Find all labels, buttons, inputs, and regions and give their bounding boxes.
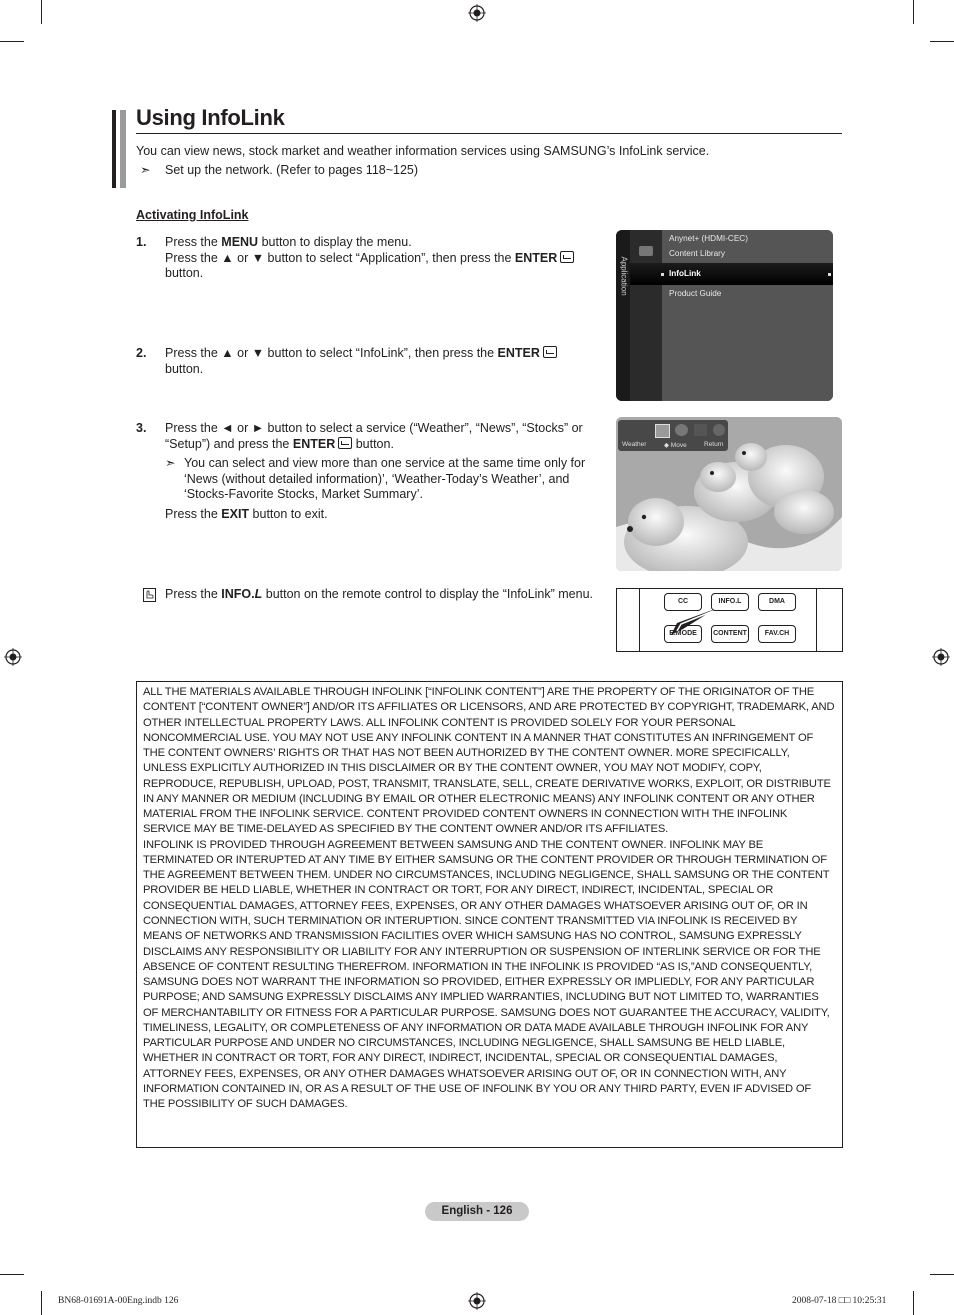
info-l-button[interactable]: INFO.L bbox=[711, 593, 749, 611]
text: button. bbox=[352, 436, 394, 451]
text: Press the ◄ or ► button to select a service (“Weather”, “News”, “Stocks” or bbox=[165, 421, 583, 435]
menu-side-tab bbox=[616, 230, 630, 401]
setup-service-icon[interactable] bbox=[713, 424, 725, 436]
text: Press the bbox=[165, 507, 222, 521]
title-accent-bar bbox=[120, 110, 126, 188]
menu-item: Anynet+ (HDMI-CEC) bbox=[669, 234, 748, 243]
text: ‘News (without detailed information)’, ‘Weather-Today’s Weather’, and bbox=[184, 471, 570, 486]
enter-key: ENTER bbox=[292, 436, 336, 451]
crop-mark bbox=[0, 1274, 24, 1275]
menu-item: Product Guide bbox=[669, 289, 722, 298]
step-3-note bbox=[184, 456, 609, 503]
title-accent-bar bbox=[112, 110, 116, 188]
step-number: 2. bbox=[136, 346, 147, 360]
crop-mark bbox=[0, 41, 24, 42]
menu-item: Content Library bbox=[669, 249, 725, 258]
crop-mark bbox=[930, 41, 954, 42]
text: Press the bbox=[165, 587, 222, 601]
cc-button[interactable]: CC bbox=[664, 593, 702, 611]
text: button. bbox=[165, 361, 204, 376]
enter-key: ENTER bbox=[514, 250, 558, 265]
remote-control-illustration bbox=[616, 588, 843, 652]
remote-edge bbox=[639, 589, 640, 651]
selection-bullet-icon bbox=[828, 273, 831, 276]
registration-mark-icon bbox=[4, 648, 22, 666]
page-title: Using InfoLink bbox=[136, 105, 285, 130]
crop-mark bbox=[41, 1291, 42, 1315]
news-service-icon[interactable] bbox=[675, 424, 688, 436]
enter-icon bbox=[560, 251, 574, 263]
intro-note: Set up the network. (Refer to pages 118~125) bbox=[165, 163, 419, 177]
print-slug-date: 2008-07-18 □□ 10:25:31 bbox=[792, 1296, 887, 1306]
note-icon bbox=[143, 588, 156, 602]
exit-key: EXIT bbox=[221, 507, 250, 521]
move-hint: ◆ Move bbox=[664, 442, 687, 449]
info-note-text bbox=[165, 587, 593, 603]
remote-edge bbox=[816, 589, 817, 651]
text: ‘Stocks-Favorite Stocks, Market Summary’. bbox=[184, 487, 423, 501]
dma-button[interactable]: DMA bbox=[758, 593, 796, 611]
arrow-icon: ➣ bbox=[165, 456, 176, 470]
arrow-icon: ➣ bbox=[140, 163, 151, 177]
crop-mark bbox=[41, 0, 42, 24]
press-arrow-icon bbox=[669, 607, 719, 637]
content-button[interactable]: CONTENT bbox=[711, 625, 749, 643]
return-hint: Return bbox=[704, 441, 724, 448]
title-divider bbox=[136, 133, 842, 134]
text: button to display the menu. bbox=[258, 235, 412, 249]
step-number: 3. bbox=[136, 421, 147, 435]
stocks-service-icon[interactable] bbox=[694, 424, 707, 436]
infolink-weather-screenshot bbox=[616, 417, 842, 571]
disclaimer-paragraph: INFOLINK IS PROVIDED THROUGH AGREEMENT BETWEEN SAMSUNG AND THE CONTENT OWNER. INFOLINK MAY BE TERMINATED OR INTERUPTED AT ANY TIME BY EITHER SAMSUNG OR THE CONTENT PROVIDER OR THROUGH TERMINATION OF THE AGREEMENT BETWEEN THEM. UNDER NO CIRCUMSTANCES, INCLUDING NEGLIGENCE, SHALL SAMSUNG OR THE CONTENT PROVIDER BE HELD LIABLE, WHETHER IN CONTRACT OR TORT, FOR ANY DIRECT, INDIRECT, INCIDENTAL, SPECIAL OR CONSEQUENTIAL DAMAGES, ATTORNEY FEES, EXPENSES, OR ANY OTHER DAMAGES WHATSOEVER ARISING OUT OF, OR IN CONNECTION WITH, SUCH TERMINATION OR INTERUPTION. SINCE CONTENT TRANSMITTED VIA INFOLINK IS RECEIVED BY MEANS OF NETWORKS AND TRANSMISSION FACILITIES OVER WHICH SAMSUNG HAS NO CONTROL, SAMSUNG EXPRESSLY DISCLAIMS ANY RESPONSIBILITY OR LIABILITY FOR ANY INTERRUPTION OR SUSPENSION OF INTERLINK SERVICE OR FOR THE ABSENCE OF CONTENT RESULTING THEREFROM. INFORMATION IN THE INFOLINK IS PROVIDED “AS IS,”AND CONSEQUENTLY, SAMSUNG DOES NOT WARRANT THE INFORMATION SO PROVIDED, EITHER EXPRESSLY OR IMPLIEDLY, FOR ANY PARTICULAR PURPOSE; AND SAMSUNG EXPRESSLY DISCLAIMS ANY IMPLIED WARRANTIES, INCLUDING BUT NOT LIMITED TO, WARRANTIES OF MERCHANTABILITY OR FITNESS FOR A PARTICULAR PURPOSE. SAMSUNG DOES NOT GUARANTEE THE ACCURACY, VALIDITY, TIMELINESS, LEGALITY, OR COMPLETENESS OF ANY INFORMATION OR DATA MADE AVAILABLE THROUGH INFOLINK FOR ANY PARTICULAR PURPOSE AND UNDER NO CIRCUMSTANCES, INCLUDING NEGLIGENCE, SHALL SAMSUNG BE HELD LIABLE, WHETHER IN CONTRACT OR TORT, FOR ANY DIRECT, INDIRECT, INCIDENTAL, SPECIAL OR CONSEQUENTIAL DAMAGES, ATTORNEY FEES, EXPENSES, OR ANY OTHER DAMAGES WHATSOEVER ARISING OUT OF, OR IN CONNECTION WITH, ANY INFORMATION CONTAINED IN, OR AS A RESULT OF THE USE OF INFOLINK BY YOU OR ANY THIRD PARTY, EVEN IF ADVISED OF THE POSSIBILITY OF SUCH DAMAGES. bbox=[143, 838, 830, 1111]
service-label: Weather bbox=[622, 441, 647, 448]
text: “Setup”) and press the bbox=[165, 436, 293, 451]
infolink-service-bar bbox=[618, 420, 728, 451]
e-mode-button[interactable]: E.MODE bbox=[664, 625, 702, 643]
registration-mark-icon bbox=[468, 1292, 486, 1310]
info-key: L bbox=[254, 587, 263, 601]
fav-ch-button[interactable]: FAV.CH bbox=[758, 625, 796, 643]
registration-mark-icon bbox=[468, 4, 486, 22]
step-3-text bbox=[165, 421, 610, 452]
crop-mark bbox=[913, 0, 914, 24]
intro-text: You can view news, stock market and weather information services using SAMSUNG’s InfoLink service. bbox=[136, 144, 710, 158]
info-key: INFO. bbox=[221, 587, 255, 601]
step-2-text bbox=[165, 346, 605, 377]
page-number-badge: English - 126 bbox=[425, 1202, 529, 1221]
section-heading: Activating InfoLink bbox=[136, 208, 249, 222]
text: button. bbox=[165, 266, 204, 280]
text: button to exit. bbox=[249, 507, 328, 521]
weather-service-icon[interactable] bbox=[655, 424, 670, 438]
crop-mark bbox=[930, 1274, 954, 1275]
menu-side-label: Application bbox=[619, 256, 629, 296]
text: Press the bbox=[165, 235, 222, 249]
exit-instruction bbox=[165, 507, 328, 523]
menu-key: MENU bbox=[221, 235, 259, 249]
enter-icon bbox=[543, 346, 557, 358]
disclaimer-paragraph: ALL THE MATERIALS AVAILABLE THROUGH INFOLINK [“INFOLINK CONTENT”] ARE THE PROPERTY OF THE ORIGINATOR OF THE CONTENT [“CONTENT OWNER”] AND/OR ITS AFFILIATES OR LICENSORS, AND ARE PROTECTED BY COPYRIGHT, TRADEMARK, AND OTHER INTELLECTUAL PROPERTY LAWS. ALL INFOLINK CONTENT IS PROVIDED SOLELY FOR YOUR PERSONAL NONCOMMERCIAL USE. YOU MAY NOT USE ANY INFOLINK CONTENT IN A MANNER THAT CONSTITUTES AN INFRINGEMENT OF THE CONTENT OWNERS’ RIGHTS OR THAT HAS NOT BEEN AUTHORIZED BY THE CONTENT OWNER. MORE SPECIFICALLY, UNLESS EXPLICITLY AUTHORIZED IN THIS DISCLAIMER OR BY THE CONTENT OWNER, YOU MAY NOT MODIFY, COPY, REPRODUCE, REPUBLISH, UPLOAD, POST, TRANSMIT, TRANSLATE, SELL, CREATE DERIVATIVE WORKS, EXPLOIT, OR DISTRIBUTE IN ANY MANNER OR MEDIUM (INCLUDING BY EMAIL OR OTHER ELECTRONIC MEANS) ANY INFOLINK CONTENT OR ANY OTHER MATERIAL FROM THE INFOLINK SERVICE. CONTENT PROVIDED CONTENT OWNERS IN CONNECTION WITH THE INFOLINK SERVICE MAY BE TIME-DELAYED AS SPECIFIED BY THE CONTENT OWNER AND/OR ITS AFFILIATES. bbox=[143, 686, 835, 836]
step-1-text bbox=[165, 235, 605, 282]
text: You can select and view more than one service at the same time only for bbox=[184, 456, 586, 470]
menu-icon-column bbox=[630, 230, 662, 401]
application-menu-screenshot bbox=[616, 230, 833, 401]
menu-item-selected: InfoLink bbox=[669, 269, 701, 278]
enter-key: ENTER bbox=[497, 346, 540, 360]
disclaimer-text bbox=[143, 685, 835, 1112]
text: Press the ▲ or ▼ button to select “InfoLink”, then press the bbox=[165, 346, 498, 360]
print-slug-file: BN68-01691A-00Eng.indb 126 bbox=[58, 1296, 179, 1306]
registration-mark-icon bbox=[932, 648, 950, 666]
text: button on the remote control to display the “InfoLink” menu. bbox=[262, 587, 594, 601]
crop-mark bbox=[913, 1291, 914, 1315]
step-number: 1. bbox=[136, 235, 147, 249]
antenna-icon bbox=[639, 246, 653, 256]
enter-icon bbox=[338, 437, 352, 449]
text: Press the ▲ or ▼ button to select “Application”, then press the bbox=[165, 250, 515, 265]
selection-bullet-icon bbox=[661, 273, 664, 276]
